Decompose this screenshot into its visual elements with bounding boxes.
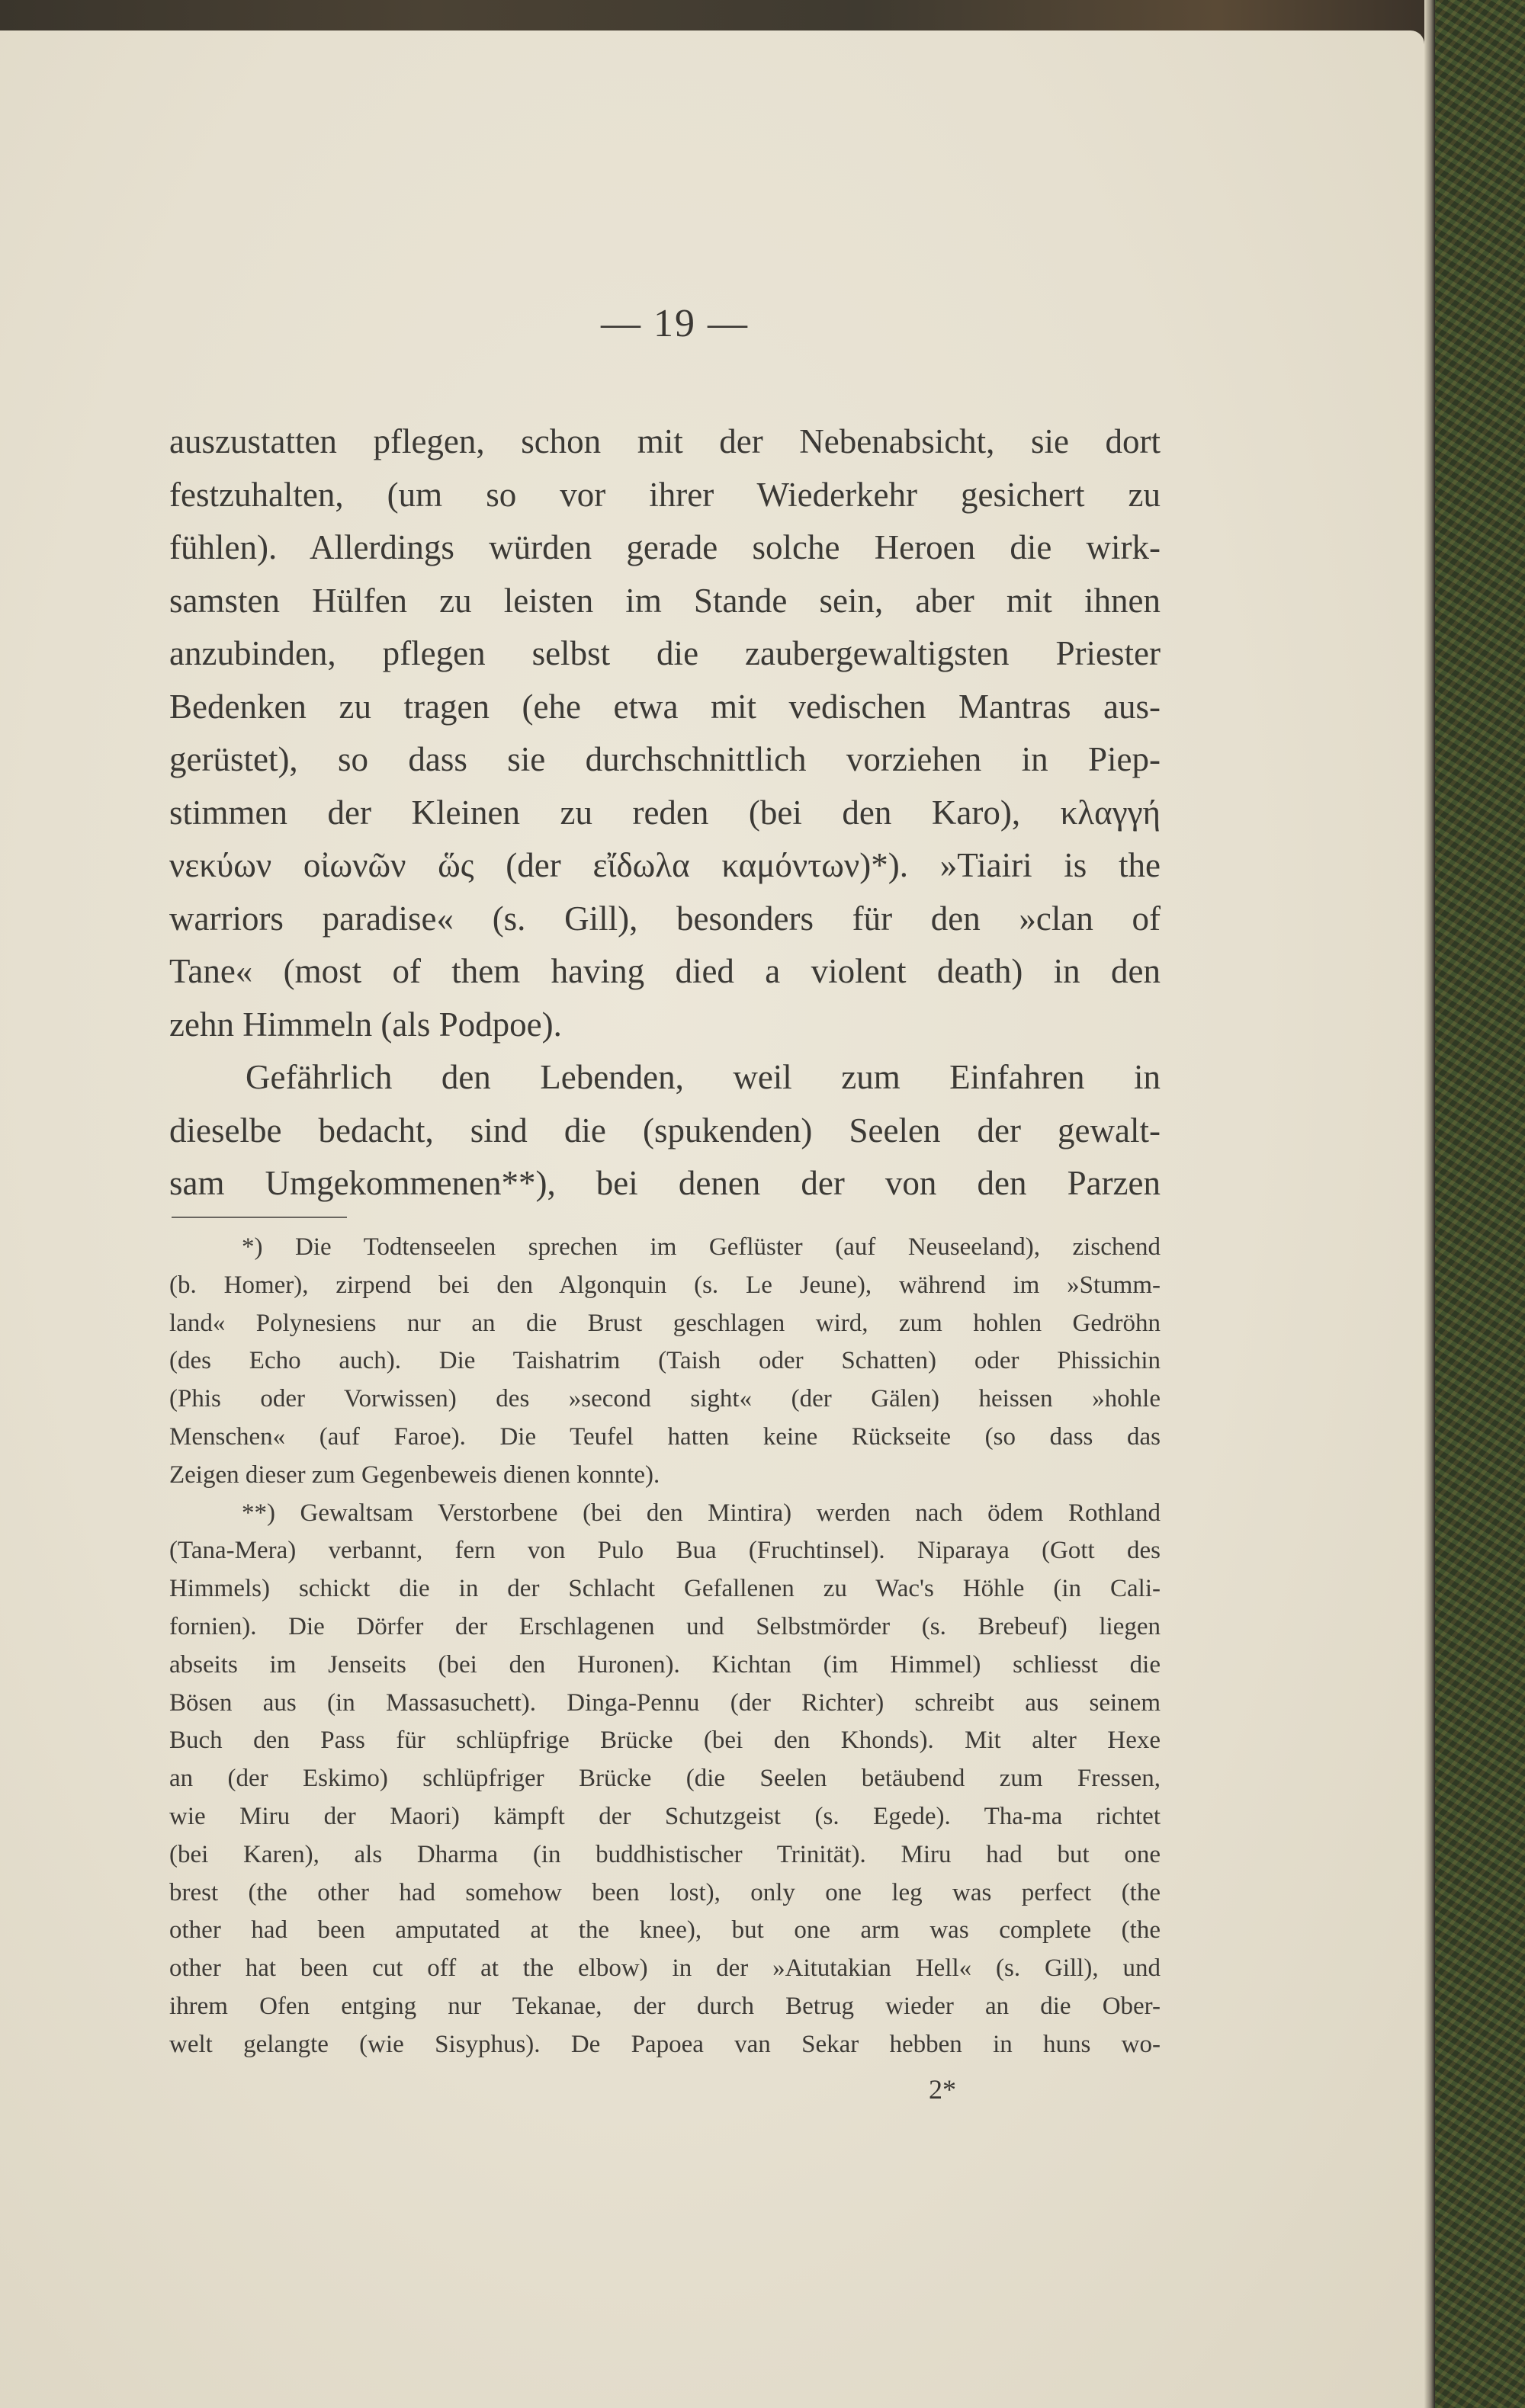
footnote-line: *) Die Todtenseelen sprechen im Geflüster (auf Neuseeland), zischend xyxy=(242,1233,1161,1261)
footnote-divider xyxy=(172,1217,347,1218)
text-line: Tane« (most of them having died a violent death) in den xyxy=(169,952,1161,990)
text-line: auszustatten pflegen, schon mit der Nebenabsicht, sie dort xyxy=(169,422,1161,460)
footnotes xyxy=(169,1229,1161,2064)
paragraph-2 xyxy=(169,1051,1161,1210)
footnote-1 xyxy=(169,1229,1161,1495)
text-line: sam Umgekommenen**), bei denen der von den Parzen xyxy=(169,1164,1161,1202)
footnote-line: Menschen« (auf Faroe). Die Teufel hatten keine Rückseite (so dass das xyxy=(169,1422,1161,1451)
paragraph-1 xyxy=(169,415,1161,1051)
main-text xyxy=(169,415,1161,1210)
footnote-line: Himmels) schickt die in der Schlacht Gefallenen zu Wac's Höhle (in Cali- xyxy=(169,1575,1161,1603)
footnote-line: (des Echo auch). Die Taishatrim (Taish oder Schatten) oder Phissichin xyxy=(169,1347,1161,1375)
text-line: stimmen der Kleinen zu reden (bei den Karo), κλαγγή xyxy=(169,793,1161,832)
text-line: zehn Himmeln (als Podpoe). xyxy=(169,1005,562,1044)
text-line: νεκύων οἰωνῶν ὥς (der εἴδωλα καμόντων)*). »Tiairi is the xyxy=(169,846,1161,884)
footnote-line: wie Miru der Maori) kämpft der Schutzgeist (s. Egede). Tha-ma richtet xyxy=(169,1802,1161,1830)
footnote-line: (b. Homer), zirpend bei den Algonquin (s. Le Jeune), während im »Stumm- xyxy=(169,1271,1161,1299)
footnote-line: land« Polynesiens nur an die Brust geschlagen wird, zum hohlen Gedröhn xyxy=(169,1309,1161,1337)
footnote-line: brest (the other had somehow been lost), only one leg was perfect (the xyxy=(169,1878,1161,1906)
text-line: dieselbe bedacht, sind die (spukenden) Seelen der gewalt- xyxy=(169,1111,1161,1149)
footnote-line: an (der Eskimo) schlüpfriger Brücke (die Seelen betäubend zum Fressen, xyxy=(169,1765,1161,1793)
footnote-line: Zeigen dieser zum Gegenbeweis dienen konnte). xyxy=(169,1461,660,1489)
text-line: anzubinden, pflegen selbst die zaubergewaltigsten Priester xyxy=(169,634,1161,672)
footnote-line: welt gelangte (wie Sisyphus). De Papoea van Sekar hebben in huns wo- xyxy=(169,2030,1161,2058)
footnote-line: abseits im Jenseits (bei den Huronen). Kichtan (im Himmel) schliesst die xyxy=(169,1650,1161,1679)
signature-mark: 2* xyxy=(929,2074,956,2105)
footnote-line: fornien). Die Dörfer der Erschlagenen und Selbstmörder (s. Brebeuf) liegen xyxy=(169,1612,1161,1640)
text-line: fühlen). Allerdings würden gerade solche Heroen die wirk- xyxy=(169,528,1161,566)
footnote-line: other had been amputated at the knee), but one arm was complete (the xyxy=(169,1916,1161,1945)
marbled-binding xyxy=(1435,0,1525,2408)
text-line: Bedenken zu tragen (ehe etwa mit vedischen Mantras aus- xyxy=(169,687,1161,726)
footnote-line: (Tana-Mera) verbannt, fern von Pulo Bua (Fruchtinsel). Niparaya (Gott des xyxy=(169,1537,1161,1565)
footnote-line: (bei Karen), als Dharma (in buddhistischer Trinität). Miru had but one xyxy=(169,1840,1161,1868)
footnote-line: (Phis oder Vorwissen) des »second sight« (der Gälen) heissen »hohle xyxy=(169,1385,1161,1413)
text-line: warriors paradise« (s. Gill), besonders für den »clan of xyxy=(169,899,1161,938)
footnote-line: ihrem Ofen entging nur Tekanae, der durch Betrug wieder an die Ober- xyxy=(169,1992,1161,2020)
footnote-line: other hat been cut off at the elbow) in der »Aitutakian Hell« (s. Gill), und xyxy=(169,1954,1161,1983)
page-paper xyxy=(0,30,1424,2408)
text-line: samsten Hülfen zu leisten im Stande sein, aber mit ihnen xyxy=(169,581,1161,620)
footnote-line: Buch den Pass für schlüpfrige Brücke (bei den Khonds). Mit alter Hexe xyxy=(169,1727,1161,1755)
footnote-line: Bösen aus (in Massasuchett). Dinga-Pennu (der Richter) schreibt aus seinem xyxy=(169,1688,1161,1717)
text-line: Gefährlich den Lebenden, weil zum Einfahren in xyxy=(246,1058,1161,1096)
text-line: gerüstet), so dass sie durchschnittlich vorziehen in Piep- xyxy=(169,740,1161,778)
footnote-2 xyxy=(169,1495,1161,2064)
page-edge xyxy=(1424,0,1435,2408)
page-number: — 19 — xyxy=(601,302,749,345)
footnote-line: **) Gewaltsam Verstorbene (bei den Mintira) werden nach ödem Rothland xyxy=(242,1499,1161,1527)
text-line: festzuhalten, (um so vor ihrer Wiederkehr gesichert zu xyxy=(169,475,1161,514)
